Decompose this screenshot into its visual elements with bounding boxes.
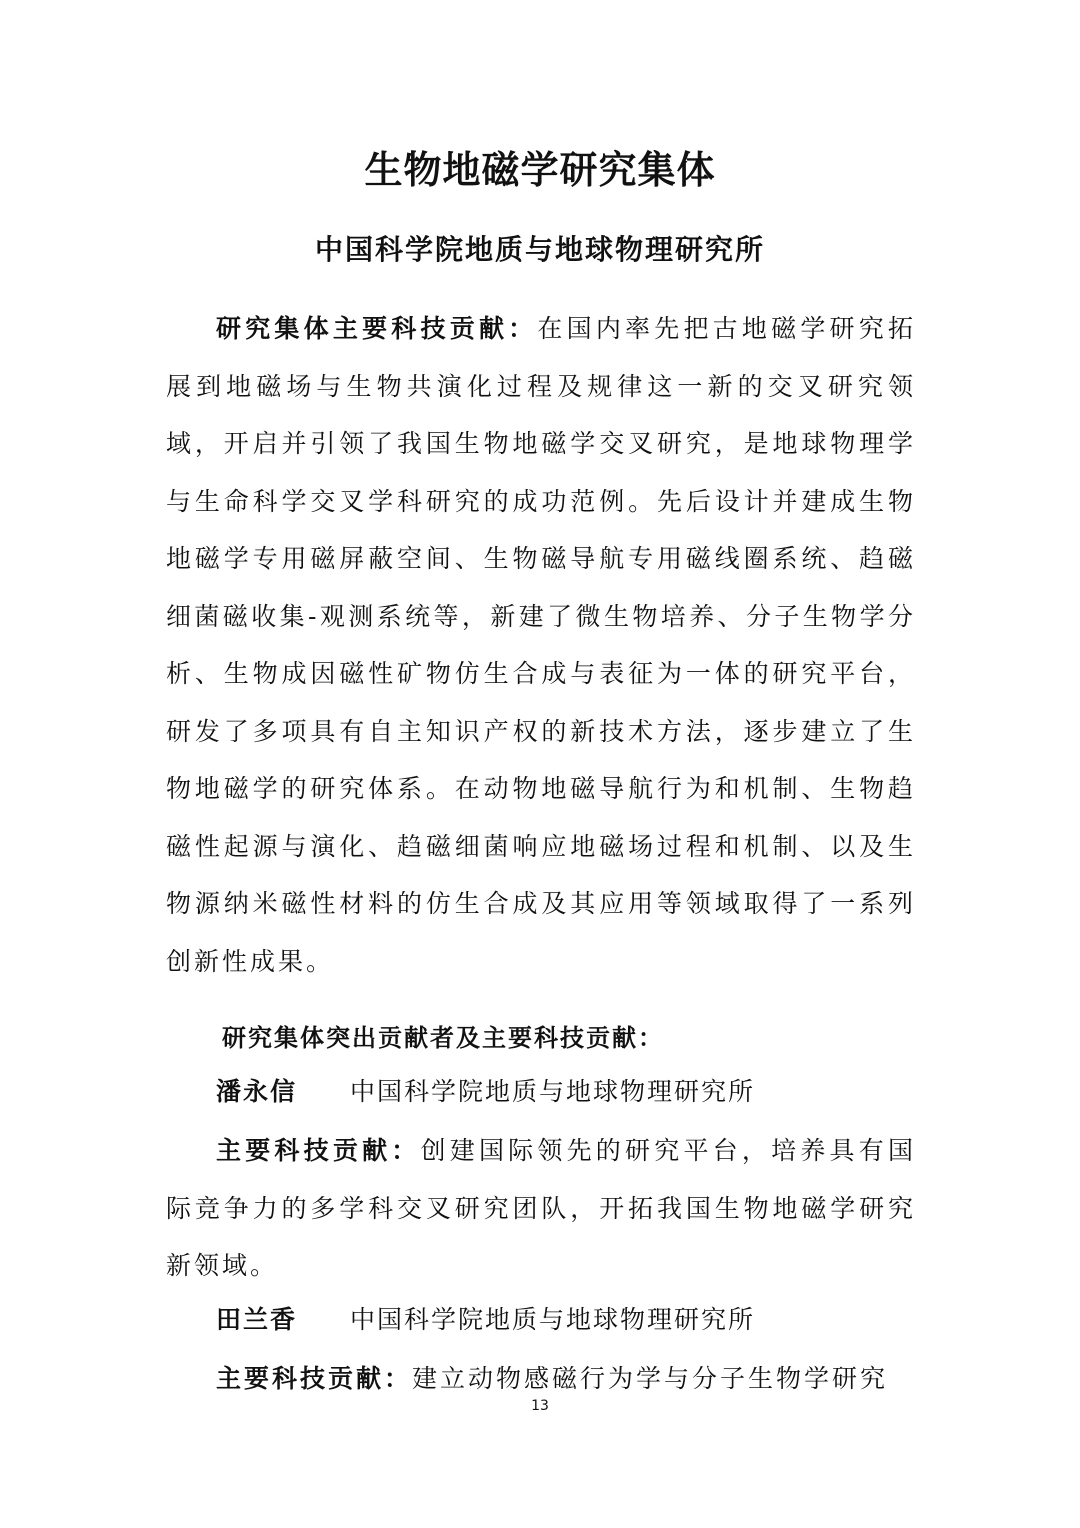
contribution-label: 主要科技贡献： — [216, 1136, 421, 1165]
contributor-name: 田兰香 — [216, 1305, 298, 1334]
contribution-text: 建立动物感磁行为学与分子生物学研究 — [412, 1364, 889, 1393]
summary-label: 研究集体主要科技贡献： — [216, 314, 538, 343]
contributor-name: 潘永信 — [216, 1077, 298, 1106]
contributor-line — [216, 1064, 755, 1120]
contribution-text: 创建国际领先的研究平台，培养具有国际竞争力的多学科交叉研究团队，开拓我国生物地磁学研究新领域。 — [166, 1136, 916, 1280]
summary-paragraph — [166, 300, 916, 990]
contribution-label: 主要科技贡献： — [216, 1364, 413, 1393]
summary-text: 在国内率先把古地磁学研究拓展到地磁场与生物共演化过程及规律这一新的交叉研究领域，开启并引领了我国生物地磁学交叉研究，是地球物理学与生命科学交叉学科研究的成功范例。先后设计并建成生物地磁学专用磁屏蔽空间、生物磁导航专用磁线圈系统、趋磁细菌磁收集-观测系统等，新建了微生物培养、分子生物学分析、生物成因磁性矿物仿生合成与表征为一体的研究平台，研发了多项具有自主知识产权的新技术方法，逐步建立了生物地磁学的研究体系。在动物地磁导航行为和机制、生物趋磁性起源与演化、趋磁细菌响应地磁场过程和机制、以及生物源纳米磁性材料的仿生合成及其应用等领域取得了一系列创新性成果。 — [166, 314, 916, 976]
contributors-heading: 研究集体突出贡献者及主要科技贡献： — [222, 1023, 664, 1052]
contributor-affiliation: 中国科学院地质与地球物理研究所 — [350, 1077, 756, 1106]
page-number: 13 — [531, 1398, 549, 1414]
institution-subtitle: 中国科学院地质与地球物理研究所 — [314, 233, 765, 266]
contributor-affiliation: 中国科学院地质与地球物理研究所 — [350, 1305, 756, 1334]
page-title: 生物地磁学研究集体 — [364, 148, 716, 192]
contributor-line — [216, 1292, 755, 1348]
contributor-contribution — [166, 1122, 916, 1295]
